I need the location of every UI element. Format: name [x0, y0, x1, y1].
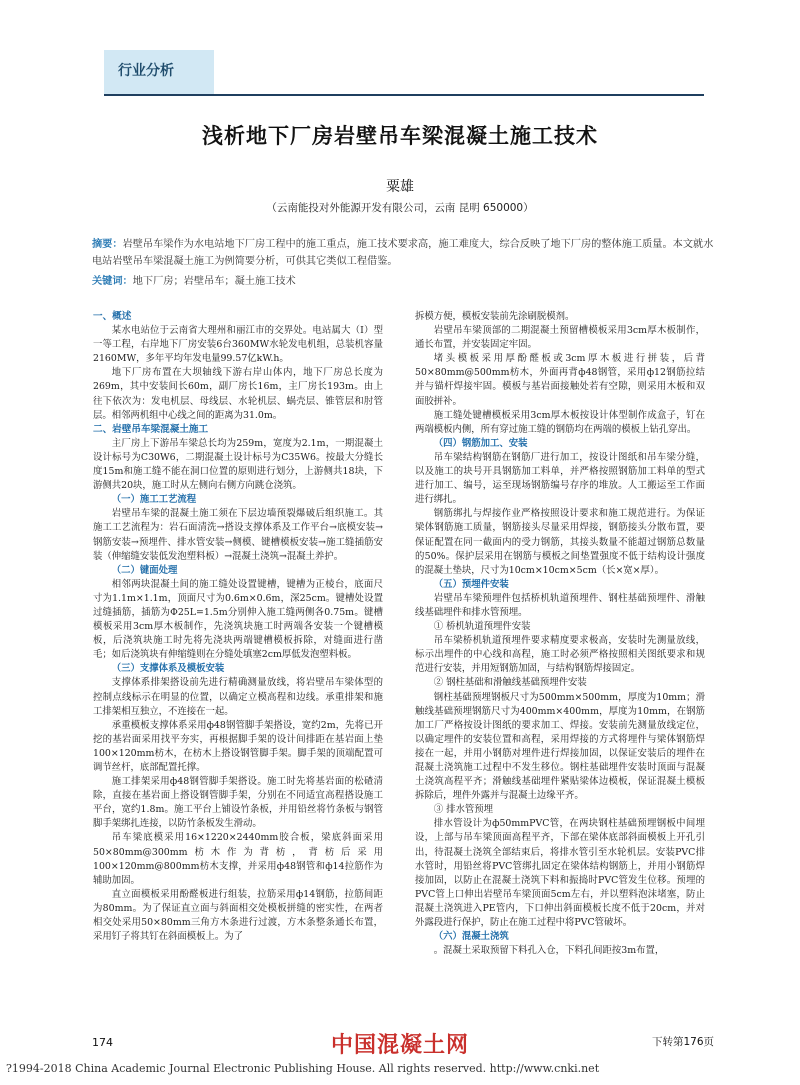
- paragraph: 岩壁吊车梁预埋件包括桥机轨道预埋件、钢柱基础预埋件、滑触线基础埋件和排水管预埋。: [415, 592, 705, 618]
- paragraph: 钢筋绑扎与焊接作业严格按照设计要求和施工规范进行。为保证梁体钢筋施工质量，钢筋接头尽量采用焊接，钢筋接头分散布置，要保证配置在同一截面内的受力钢筋，其接头数量不能超过钢筋总数量的50%。保护层采用在钢筋与模板之间垫置强度不低于结构设计强度的混凝土垫块，尺寸为10cm×10cm×5cm（长×宽×厚）。: [415, 508, 705, 576]
- copyright-line: ?1994-2018 China Academic Journal Electronic Publishing House. All rights reserved. http://www.cnki.net: [6, 1062, 600, 1075]
- keywords: [92, 272, 714, 287]
- paragraph: 拆模方便，模板安装前先涂刷脱模剂。: [415, 311, 575, 322]
- abstract: [92, 236, 714, 270]
- paragraph: 。混凝土采取预留下料孔入仓，下料孔间距按3m布置，: [433, 945, 665, 957]
- section-label: 行业分析: [118, 63, 174, 79]
- paragraph: 施工缝处键槽模板采用3cm厚木板按设计体型制作成盒子，钉在两端模板内侧，所有穿过施工缝的钢筋均在两端的模板上钻孔穿出。: [415, 409, 705, 435]
- abstract-text: 岩壁吊车梁作为水电站地下厂房工程中的施工重点，施工技术要求高，施工难度大，综合反映了地下厂房的整体施工质量。本文就水电站岩壁吊车梁混凝土施工为例简要分析，可供其它类似工程借鉴。: [92, 239, 714, 267]
- paragraph: 主厂房上下游吊车梁总长均为259m，宽度为2.1m，一期混凝土设计标号为C30W6，二期混凝土设计标号为C35W6。按最大分缝长度15m和施工缝不能在洞口位置的原则进行划分，上游侧共18块，下游侧共20块，施工时从左侧向右侧方向跳仓浇筑。: [93, 437, 383, 492]
- paragraph: 直立面模板采用酚醛板进行组装，拉筋采用ф14钢筋，拉筋间距为80mm。为了保证直立面与斜面相交处模板拼缝的密实性，在两者相交处采用50×80mm三角方木条进行过渡，方木条整条通长布置，采用钉子将其钉在斜面模板上。为了: [93, 888, 383, 943]
- section-divider: [104, 94, 704, 96]
- paragraph: 施工排架采用ф48钢管脚手架搭设。施工时先将基岩面的松碴清除，直接在基岩面上搭设钢管脚手架，分别在不同适宜高程搭设施工平台，宽约1.8m。施工平台上铺设竹条板，并用铅丝将竹条板与钢管脚手架绑扎连接，以防竹条板发生滑动。: [93, 776, 383, 830]
- paragraph: 排水管设计为ф50mmPVC管，在两块钢柱基础预埋钢板中间埋设，上部与吊车梁顶面高程平齐，下部在梁体底部斜面模板上开孔引出，待混凝土浇筑全部结束后，将排水管引至水轮机层。安装PVC排水管时，用铅丝将PVC管绑扎固定在梁体结构钢筋上，并用小钢筋焊接加固，以防止在混凝土浇筑下料和振捣时PVC管发生位移。预埋的PVC管上口伸出岩壁吊车梁顶面5cm左右，并以塑料泡沫堵塞，防止混凝土浇筑进入PE管内，下口伸出斜面模板长度不低于20cm，并对外露段进行保护，防止在施工过程中将PVC管破坏。: [415, 818, 705, 929]
- site-watermark: 中国混凝土网: [330, 1033, 469, 1058]
- section-heading: ② 钢柱基础和滑触线基础预埋件安装: [433, 677, 587, 689]
- keywords-label: 关键词：: [92, 276, 133, 287]
- section-heading: （一）施工工艺流程: [111, 494, 197, 506]
- section-tab: [104, 50, 214, 94]
- author-affiliation: （云南能投对外能源开发有限公司，云南 昆明 650000）: [266, 202, 534, 214]
- section-heading: （四）钢筋加工、安装: [433, 437, 528, 449]
- article-author: 粟雄: [386, 179, 414, 195]
- paragraph: 岩壁吊车梁顶部的二期混凝土预留槽模板采用3cm厚木板制作，通长布置，并安装固定牢固。: [415, 325, 705, 351]
- paragraph: 吊车梁桥机轨道预埋件要求精度要求极高，安装时先测量放线，标示出埋件的中心线和高程，施工时必须严格按照相关图纸要求和规范进行安装，并用短钢筋加固，与结构钢筋焊接固定。: [415, 635, 705, 675]
- section-heading: （三）支撑体系及模板安装: [111, 663, 225, 675]
- continued-note: 下转第176页: [652, 1036, 715, 1048]
- abstract-label: 摘要：: [92, 239, 123, 250]
- paragraph: 地下厂房布置在大坝轴线下游右岸山体内，地下厂房总长度为269m，其中安装间长60m，副厂房长16m，主厂房长193m。由上往下依次为：发电机层、母线层、水轮机层、蜗壳层、锥管层和肘管层。相邻两机组中心线之间的距离为31.0m。: [93, 367, 383, 421]
- paragraph: 岩壁吊车梁的混凝土施工须在下层边墙预裂爆破后组织施工。其施工工艺流程为：岩石面清洗→搭设支撑体系及工作平台→底模安装→钢筋安装→预埋件、排水管安装→侧模、键槽模板安装→施工缝插筋安装（伸缩缝安装低发泡塑料板）→混凝土浇筑→混凝土养护。: [93, 508, 383, 562]
- left-column: [93, 310, 383, 944]
- keywords-text: 地下厂房；岩壁吊车；凝土施工技术: [132, 276, 296, 287]
- section-heading: （五）预埋件安装: [433, 578, 509, 590]
- section-heading: （六）混凝土浇筑: [433, 931, 509, 943]
- paragraph: 吊车梁底模采用16×1220×2440mm胶合板，梁底斜面采用50×80mm@300mm枋木作为背枋，背枋后采用100×120mm@800mm枋木支撑，并采用ф48钢管和ф14拉筋作为辅助加固。: [93, 832, 383, 886]
- paragraph: 钢柱基础预埋钢板尺寸为500mm×500mm，厚度为10mm；滑触线基础预埋钢筋尺寸为400mm×400mm，厚度为10mm，在钢筋加工厂严格按设计图纸的要求加工、焊接。安装前先测量放线定位，以确定埋件的安装位置和高程，采用焊接的方式将埋件与梁体钢筋焊接在一起，并用小钢筋对埋件进行焊接加固，以保证安装后的埋件在混凝土浇筑施工过程中不发生移位。钢柱基础埋件安装时顶面与混凝土浇筑高程平齐；滑触线基础埋件紧贴梁体边模板，保证混凝土模板拆除后，埋件外露并与混凝土边缘平齐。: [415, 691, 705, 802]
- paragraph: 相邻两块混凝土间的施工缝处设置键槽，键槽为正棱台，底面尺寸为1.1m×1.1m，顶面尺寸为0.6m×0.6m，深25cm。键槽处设置过缝插筋，插筋为Φ25L=1.5m分别伸入施工缝两侧各0.75m。键槽模板采用3cm厚木板制作，先浇筑块施工时两端各安装一个键槽模板，后浇筑块施工时先将先浇块两端键槽模板拆除，对缝面进行凿毛；如后浇筑块有伸缩缝则在分缝处填塞2cm厚低发泡塑料板。: [93, 578, 383, 661]
- section-heading: ③ 排水管预埋: [433, 804, 494, 816]
- article-title: 浅析地下厂房岩壁吊车梁混凝土施工技术: [202, 124, 598, 148]
- section-heading: （二）键面处理: [111, 564, 178, 576]
- section-heading: ① 桥机轨道预埋件安装: [433, 621, 531, 633]
- paragraph: 堵头模板采用厚酚醛板或3cm厚木板进行拼装，后背50×80mm@500mm枋木，外面再背ф48钢管，采用ф12钢筋拉结并与锚杆焊接牢固。模板与基岩面接触处若有空隙，则采用木板和双面胶拼补。: [415, 353, 705, 407]
- paragraph: 吊车梁结构钢筋在钢筋厂进行加工，按设计图纸和吊车梁分缝，以及施工的块号开具钢筋加工料单，并严格按照钢筋加工料单的型式进行加工、编号，运至现场钢筋编号存序的堆放。人工搬运至工作面进行绑扎。: [415, 451, 705, 506]
- paragraph: 某水电站位于云南省大理州和丽江市的交界处。电站属大（Ⅰ）型一等工程，右岸地下厂房安装6台360MW水轮发电机组，总装机容量2160MW，多年平均年发电量99.57亿kW.h。: [93, 325, 383, 365]
- paragraph: 支撑体系排架搭设前先进行精确测量放线，将岩壁吊车梁体型的控制点线标示在明显的位置，以确定立模高程和边线。承重排架和施工排架相互独立，不连接在一起。: [93, 677, 383, 717]
- section-heading: 一、概述: [93, 311, 132, 322]
- page-number: 174: [92, 1036, 113, 1049]
- section-heading: 二、岩壁吊车梁混凝土施工: [93, 423, 209, 435]
- paragraph: 承重模板支撑体系采用ф48钢管脚手架搭设，宽约2m，先将已开挖的基岩面采用找平夯实，再根据脚手架的设计间排距在基岩面上垫100×120mm枋木，在枋木上搭设钢管脚手架。脚手架的顶端配置可调节丝杆，底部配置托撑。: [93, 719, 383, 773]
- right-column: [415, 310, 705, 958]
